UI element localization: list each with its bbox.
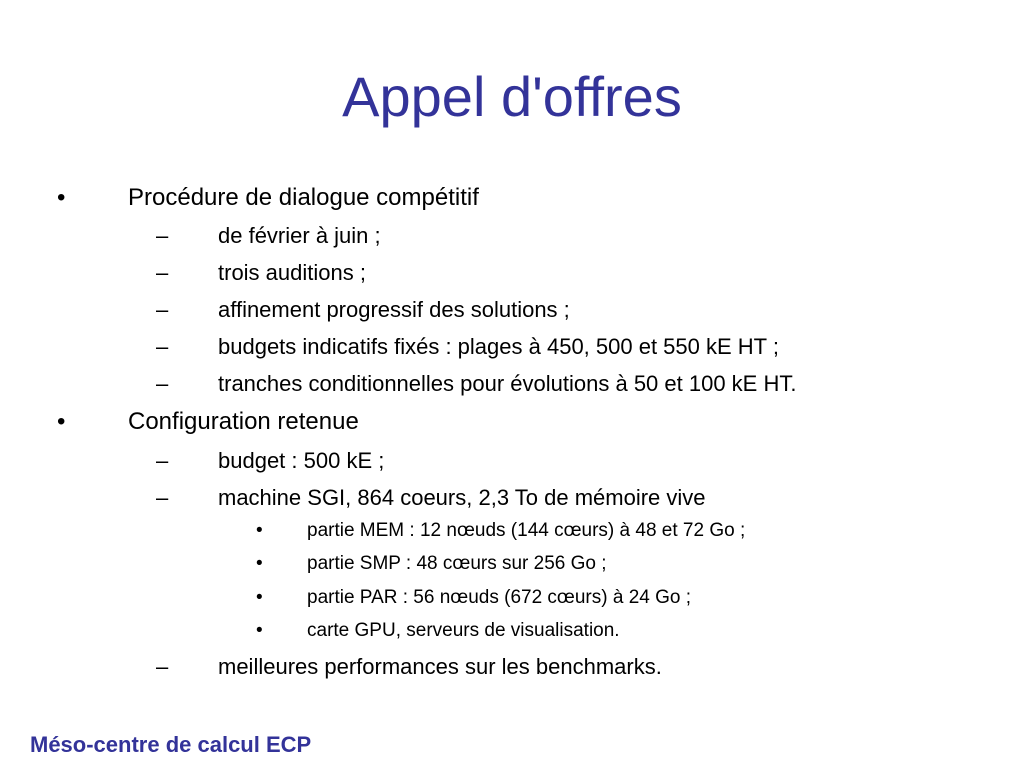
sub-bullet-text: budget : 500 kE ; bbox=[218, 448, 385, 473]
dash-marker: – bbox=[156, 485, 169, 510]
dash-marker: – bbox=[156, 371, 169, 396]
sub-bullet-text: tranches conditionnelles pour évolutions à 50 et 100 kE HT. bbox=[218, 371, 797, 396]
sub-sub-bullet-text: partie PAR : 56 nœuds (672 cœurs) à 24 Go ; bbox=[307, 587, 692, 608]
sub-sub-bullet-text: partie MEM : 12 nœuds (144 cœurs) à 48 et 72 Go ; bbox=[307, 520, 746, 541]
small-bullet-marker: • bbox=[256, 620, 263, 641]
dash-marker: – bbox=[156, 334, 169, 359]
sub-bullet-text: affinement progressif des solutions ; bbox=[218, 297, 570, 322]
sub-bullet-text: machine SGI, 864 coeurs, 2,3 To de mémoire vive bbox=[218, 485, 706, 510]
slide-title: Appel d'offres bbox=[342, 65, 682, 128]
slide-footer: Méso-centre de calcul ECP bbox=[30, 732, 312, 757]
sub-bullet-text: meilleures performances sur les benchmarks. bbox=[218, 654, 662, 679]
sub-sub-bullet-text: carte GPU, serveurs de visualisation. bbox=[307, 620, 620, 641]
sub-sub-bullet-text: partie SMP : 48 cœurs sur 256 Go ; bbox=[307, 553, 607, 574]
small-bullet-marker: • bbox=[256, 553, 263, 574]
small-bullet-marker: • bbox=[256, 587, 263, 608]
bullet-marker: • bbox=[57, 408, 66, 435]
sub-bullet-text: trois auditions ; bbox=[218, 260, 366, 285]
dash-marker: – bbox=[156, 448, 169, 473]
dash-marker: – bbox=[156, 223, 169, 248]
bullet-marker: • bbox=[57, 184, 66, 211]
bullet-text: Configuration retenue bbox=[128, 408, 359, 435]
dash-marker: – bbox=[156, 297, 169, 322]
small-bullet-marker: • bbox=[256, 520, 263, 541]
bullet-text: Procédure de dialogue compétitif bbox=[128, 184, 479, 211]
dash-marker: – bbox=[156, 260, 169, 285]
sub-bullet-text: de février à juin ; bbox=[218, 223, 381, 248]
dash-marker: – bbox=[156, 654, 169, 679]
sub-bullet-text: budgets indicatifs fixés : plages à 450, 500 et 550 kE HT ; bbox=[218, 334, 779, 359]
